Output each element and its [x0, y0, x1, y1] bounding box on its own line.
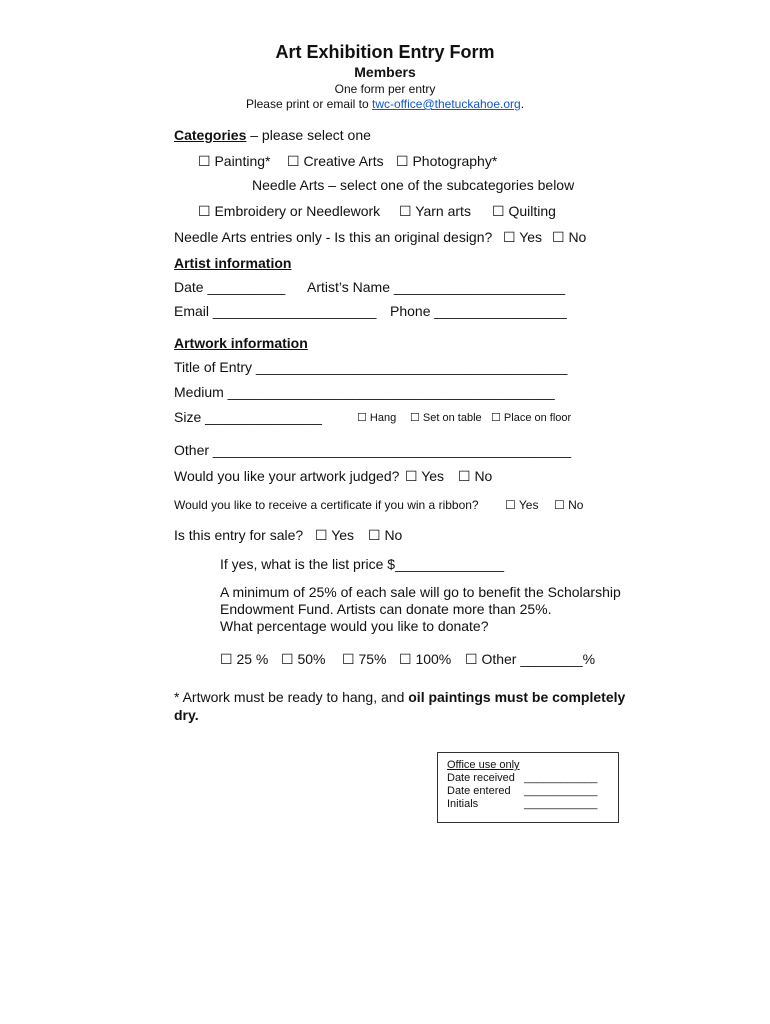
footnote-normal: * Artwork must be ready to hang, and [174, 689, 409, 705]
email-link[interactable]: twc-office@thetuckahoe.org [372, 97, 521, 111]
judged-question: Would you like your artwork judged? [174, 468, 400, 484]
title-of-entry-field[interactable]: Title of Entry ________________________________________ [174, 359, 568, 375]
embroidery-checkbox[interactable]: ☐ Embroidery or Needlework [198, 203, 381, 219]
original-no-checkbox[interactable]: ☐ No [552, 229, 587, 245]
set-on-table-checkbox[interactable]: ☐ Set on table [410, 412, 482, 424]
categories-heading: Categories [174, 127, 247, 143]
artist-name-field[interactable]: Artist’s Name ______________________ [307, 279, 566, 295]
initials-blank[interactable]: ____________ [524, 798, 598, 810]
form-title: Art Exhibition Entry Form [275, 42, 495, 62]
certificate-yes-checkbox[interactable]: ☐ Yes [505, 498, 539, 512]
form-subtitle: Members [354, 64, 416, 80]
original-yes-checkbox[interactable]: ☐ Yes [503, 229, 543, 245]
original-design-question: Needle Arts entries only - Is this an original design? [174, 229, 493, 245]
date-received-blank[interactable]: ____________ [524, 772, 598, 784]
quilting-checkbox[interactable]: ☐ Quilting [492, 203, 556, 219]
footnote [174, 688, 625, 724]
email-field[interactable]: Email _____________________ [174, 303, 377, 319]
artwork-info-heading: Artwork information [174, 335, 308, 351]
date-received-label: Date received [447, 772, 515, 784]
scholarship-line-1: A minimum of 25% of each sale will go to benefit the Scholarship [220, 584, 621, 600]
judged-yes-checkbox[interactable]: ☐ Yes [405, 468, 445, 484]
medium-field[interactable]: Medium __________________________________________ [174, 384, 555, 400]
needle-arts-note: Needle Arts – select one of the subcategories below [252, 177, 575, 193]
scholarship-line-3: What percentage would you like to donate? [220, 618, 489, 634]
categories-instruction: – please select one [246, 127, 371, 143]
certificate-no-checkbox[interactable]: ☐ No [554, 498, 584, 512]
for-sale-question: Is this entry for sale? [174, 527, 304, 543]
date-entered-blank[interactable]: ____________ [524, 785, 598, 797]
hang-checkbox[interactable]: ☐ Hang [357, 412, 397, 424]
donate-75-checkbox[interactable]: ☐ 75% [342, 651, 387, 667]
other-field[interactable]: Other ______________________________________________ [174, 442, 572, 458]
for-sale-yes-checkbox[interactable]: ☐ Yes [315, 527, 355, 543]
date-field[interactable]: Date __________ [174, 279, 286, 295]
categories-row [174, 127, 371, 143]
submit-suffix: . [520, 97, 525, 111]
submit-prefix: Please print or email to [245, 97, 372, 111]
footnote-bold-1: oil paintings must be completely [408, 689, 626, 705]
for-sale-no-checkbox[interactable]: ☐ No [368, 527, 403, 543]
one-form-note: One form per entry [334, 82, 436, 96]
donate-50-checkbox[interactable]: ☐ 50% [281, 651, 326, 667]
scholarship-line-2: Endowment Fund. Artists can donate more than 25%. [220, 601, 552, 617]
donate-other-checkbox[interactable]: ☐ Other ________% [465, 651, 596, 667]
yarn-arts-checkbox[interactable]: ☐ Yarn arts [399, 203, 471, 219]
photography-checkbox[interactable]: ☐ Photography* [396, 153, 498, 169]
phone-field[interactable]: Phone _________________ [390, 303, 567, 319]
donate-25-checkbox[interactable]: ☐ 25 % [220, 651, 269, 667]
office-use-heading: Office use only [447, 759, 520, 771]
certificate-question: Would you like to receive a certificate if you win a ribbon? [174, 498, 479, 512]
artist-info-heading: Artist information [174, 255, 292, 271]
submit-instructions [0, 97, 770, 111]
size-field[interactable]: Size _______________ [174, 409, 322, 425]
judged-no-checkbox[interactable]: ☐ No [458, 468, 493, 484]
painting-checkbox[interactable]: ☐ Painting* [198, 153, 271, 169]
donate-100-checkbox[interactable]: ☐ 100% [399, 651, 452, 667]
list-price-field[interactable]: If yes, what is the list price $______________ [220, 556, 505, 572]
initials-label: Initials [447, 798, 479, 810]
scholarship-paragraph [220, 584, 621, 635]
footnote-bold-2: dry. [174, 707, 199, 723]
office-use-box [437, 752, 619, 823]
place-on-floor-checkbox[interactable]: ☐ Place on floor [491, 412, 572, 424]
date-entered-label: Date entered [447, 785, 511, 797]
creative-arts-checkbox[interactable]: ☐ Creative Arts [287, 153, 384, 169]
